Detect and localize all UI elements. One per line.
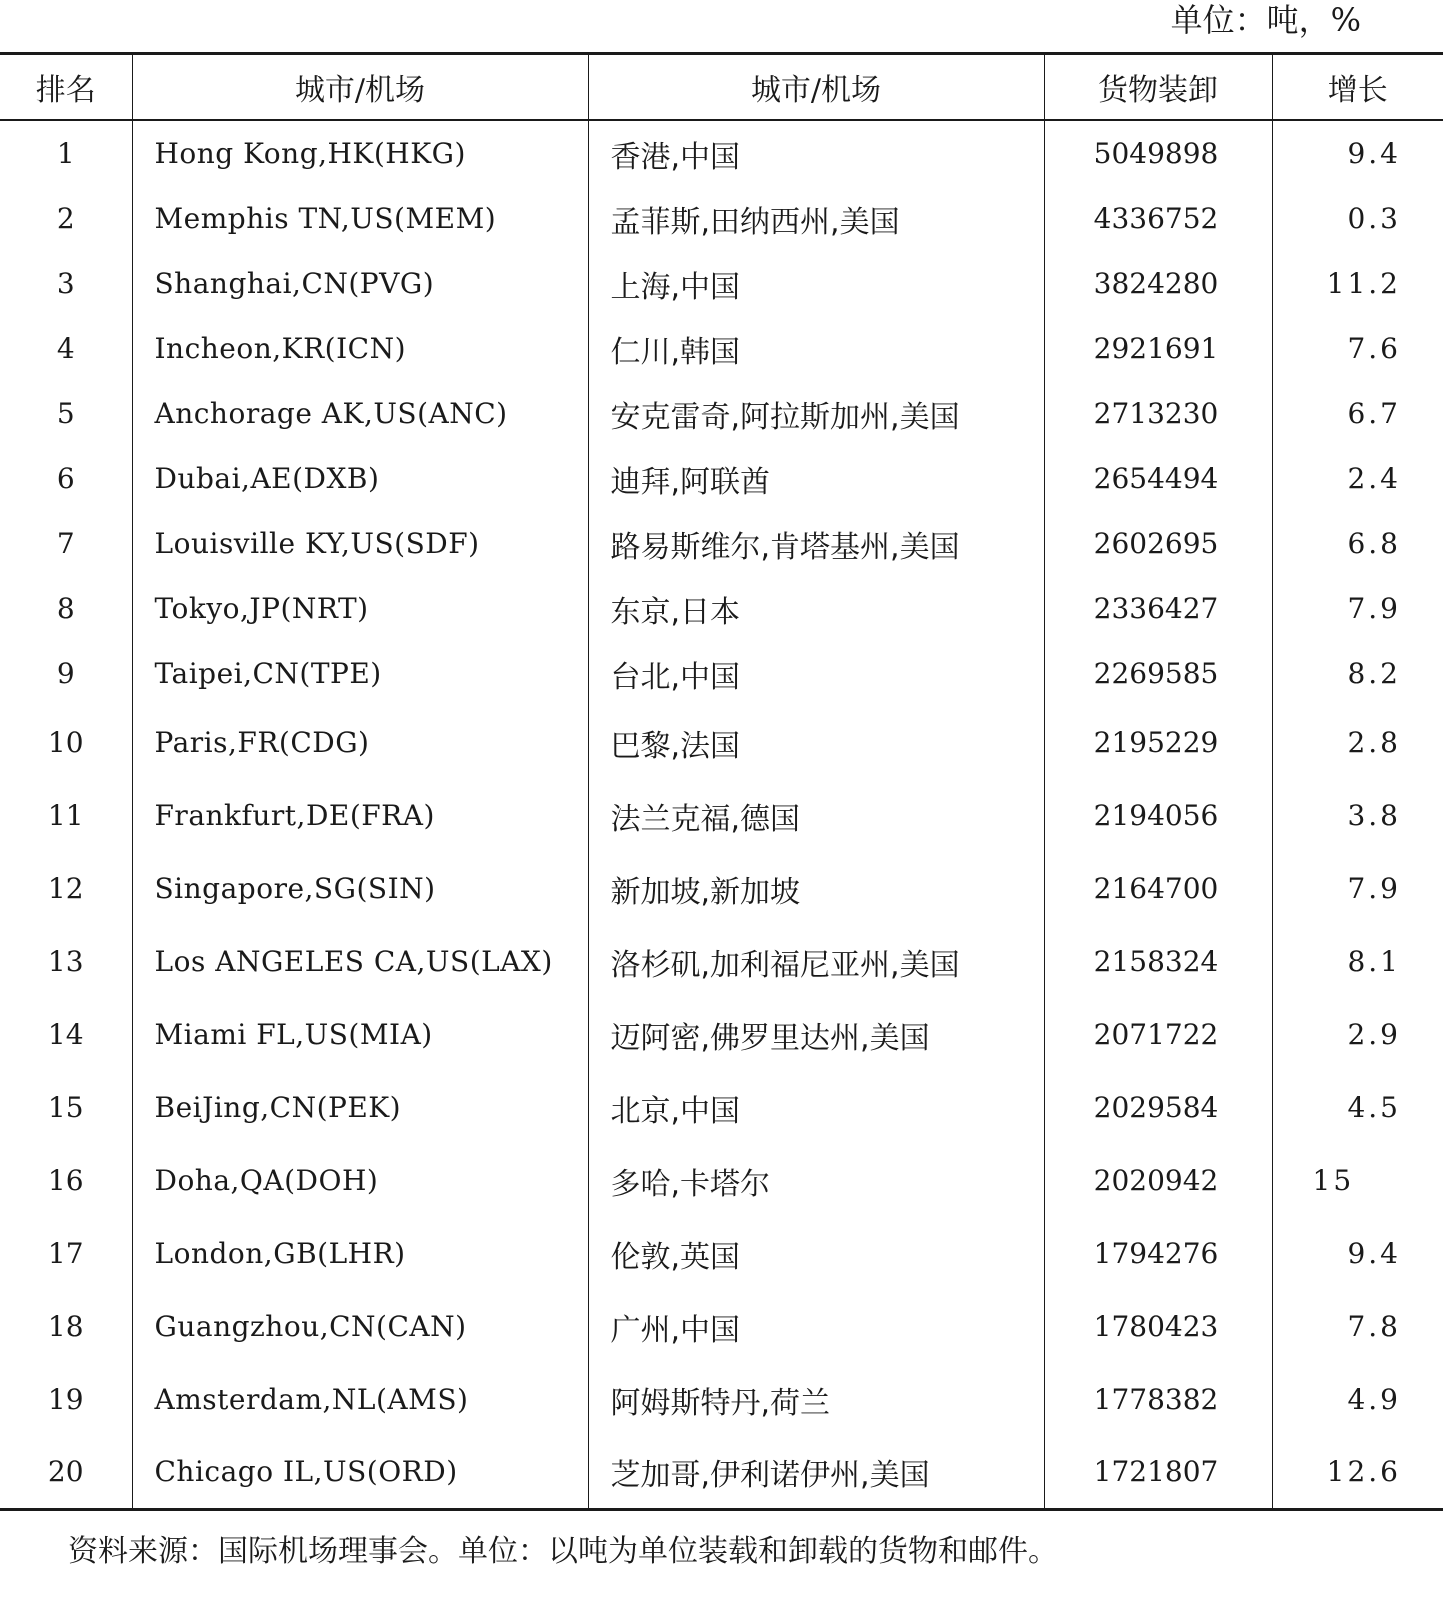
cell-rank: 18: [47, 1310, 84, 1343]
header-rank: 排名: [35, 73, 96, 108]
cell-growth: 9.4: [1272, 120, 1443, 186]
cell-city-en: Incheon,KR(ICN): [132, 316, 588, 381]
cell-growth: 7.8: [1272, 1290, 1443, 1363]
cell-growth: 3.8: [1272, 779, 1443, 852]
table-row: [0, 120, 1443, 186]
cell-city-cn: 安克雷奇,阿拉斯加州,美国: [588, 381, 1044, 446]
table-row: [0, 925, 1443, 998]
cell-city-cn: 迪拜,阿联酋: [588, 446, 1044, 511]
cell-cargo: 2071722: [1044, 998, 1272, 1071]
cell-rank: 6: [56, 462, 75, 495]
table-row: [0, 1071, 1443, 1144]
cell-city-cn: 洛杉矶,加利福尼亚州,美国: [588, 925, 1044, 998]
cell-cargo: 2164700: [1044, 852, 1272, 925]
cell-rank: 2: [56, 202, 75, 235]
header-city-cn: 城市/机场: [588, 54, 1044, 121]
table-row: [0, 779, 1443, 852]
cell-city-en: Anchorage AK,US(ANC): [132, 381, 588, 446]
cell-cargo: 2269585: [1044, 641, 1272, 706]
cell-city-en: Chicago IL,US(ORD): [132, 1436, 588, 1509]
table-body: [0, 120, 1443, 1509]
cell-cargo: 2029584: [1044, 1071, 1272, 1144]
cell-city-cn: 仁川,韩国: [588, 316, 1044, 381]
table-row: [0, 381, 1443, 446]
table-row: [0, 1363, 1443, 1436]
cell-growth: 7.9: [1272, 576, 1443, 641]
cell-rank: 14: [47, 1018, 84, 1051]
cell-city-en: Hong Kong,HK(HKG): [132, 120, 588, 186]
table-header-row: [0, 54, 1443, 121]
cell-growth: 2.9: [1272, 998, 1443, 1071]
cell-growth: 2.8: [1272, 706, 1443, 779]
cell-cargo: 1794276: [1044, 1217, 1272, 1290]
cell-city-cn: 新加坡,新加坡: [588, 852, 1044, 925]
cell-cargo: 1778382: [1044, 1363, 1272, 1436]
cell-city-cn: 台北,中国: [588, 641, 1044, 706]
cell-city-cn: 伦敦,英国: [588, 1217, 1044, 1290]
source-note: 资料来源：国际机场理事会。单位：以吨为单位装载和卸载的货物和邮件。: [68, 1534, 1058, 1569]
cell-city-cn: 多哈,卡塔尔: [588, 1144, 1044, 1217]
unit-label: 单位：吨，%: [1170, 1, 1361, 39]
cell-city-cn: 路易斯维尔,肯塔基州,美国: [588, 511, 1044, 576]
cell-cargo: 2195229: [1044, 706, 1272, 779]
cargo-ranking-table: [0, 52, 1443, 1511]
cell-cargo: 1780423: [1044, 1290, 1272, 1363]
cell-rank: 8: [56, 592, 75, 625]
cell-city-en: Shanghai,CN(PVG): [132, 251, 588, 316]
cell-city-cn: 北京,中国: [588, 1071, 1044, 1144]
cell-city-en: Frankfurt,DE(FRA): [132, 779, 588, 852]
cell-city-en: Singapore,SG(SIN): [132, 852, 588, 925]
cell-growth: 2.4: [1272, 446, 1443, 511]
cell-rank: 10: [47, 726, 84, 759]
cell-rank: 16: [47, 1164, 84, 1197]
table-row: [0, 641, 1443, 706]
cell-city-cn: 孟菲斯,田纳西州,美国: [588, 186, 1044, 251]
cell-rank: 5: [56, 397, 75, 430]
table-row: [0, 511, 1443, 576]
cell-city-en: Louisville KY,US(SDF): [132, 511, 588, 576]
cell-rank: 1: [56, 137, 75, 170]
cell-city-cn: 香港,中国: [588, 120, 1044, 186]
table-row: [0, 186, 1443, 251]
cell-growth: 4.9: [1272, 1363, 1443, 1436]
cell-city-cn: 芝加哥,伊利诺伊州,美国: [588, 1436, 1044, 1509]
cell-cargo: 2020942: [1044, 1144, 1272, 1217]
cell-rank: 4: [56, 332, 75, 365]
cell-city-cn: 东京,日本: [588, 576, 1044, 641]
cell-rank: 13: [47, 945, 84, 978]
cell-growth: 4.5: [1272, 1071, 1443, 1144]
cell-cargo: 2921691: [1044, 316, 1272, 381]
cell-growth: 8.1: [1272, 925, 1443, 998]
header-growth: 增长: [1272, 54, 1443, 121]
table-row: [0, 852, 1443, 925]
cell-city-en: Miami FL,US(MIA): [132, 998, 588, 1071]
cell-rank: 9: [56, 657, 75, 690]
cell-cargo: 2654494: [1044, 446, 1272, 511]
cell-rank: 20: [47, 1455, 84, 1489]
cell-rank: 12: [47, 872, 84, 905]
cell-growth: 0.3: [1272, 186, 1443, 251]
table-row: [0, 1144, 1443, 1217]
table-row: [0, 446, 1443, 511]
cell-growth: 11.2: [1272, 251, 1443, 316]
cell-cargo: 5049898: [1044, 120, 1272, 186]
cell-city-cn: 巴黎,法国: [588, 706, 1044, 779]
cell-rank: 19: [47, 1383, 84, 1416]
cell-cargo: 2336427: [1044, 576, 1272, 641]
table-row: [0, 1436, 1443, 1509]
cell-city-cn: 迈阿密,佛罗里达州,美国: [588, 998, 1044, 1071]
cell-rank: 17: [47, 1237, 84, 1270]
table-row: [0, 316, 1443, 381]
cell-city-cn: 广州,中国: [588, 1290, 1044, 1363]
cell-growth: 6.7: [1272, 381, 1443, 446]
cell-rank: 15: [47, 1091, 84, 1124]
cell-city-en: Los ANGELES CA,US(LAX): [132, 925, 588, 998]
table-row: [0, 706, 1443, 779]
cell-rank: 3: [56, 267, 75, 300]
cell-city-en: BeiJing,CN(PEK): [132, 1071, 588, 1144]
cell-city-en: Dubai,AE(DXB): [132, 446, 588, 511]
table-row: [0, 251, 1443, 316]
cell-rank: 11: [47, 799, 84, 832]
cell-city-cn: 法兰克福,德国: [588, 779, 1044, 852]
cell-growth: 12.6: [1272, 1436, 1443, 1509]
cell-cargo: 2194056: [1044, 779, 1272, 852]
cell-growth: 15: [1272, 1144, 1443, 1217]
cell-city-cn: 阿姆斯特丹,荷兰: [588, 1363, 1044, 1436]
cell-cargo: 4336752: [1044, 186, 1272, 251]
cell-rank: 7: [56, 527, 75, 560]
cell-city-en: Doha,QA(DOH): [132, 1144, 588, 1217]
cell-city-en: Amsterdam,NL(AMS): [132, 1363, 588, 1436]
cell-city-en: Tokyo,JP(NRT): [132, 576, 588, 641]
cell-growth: 6.8: [1272, 511, 1443, 576]
cell-cargo: 1721807: [1044, 1436, 1272, 1509]
table-row: [0, 576, 1443, 641]
cell-city-en: Guangzhou,CN(CAN): [132, 1290, 588, 1363]
cell-city-en: London,GB(LHR): [132, 1217, 588, 1290]
header-cargo: 货物装卸: [1044, 54, 1272, 121]
table-row: [0, 998, 1443, 1071]
table-row: [0, 1217, 1443, 1290]
cell-city-en: Taipei,CN(TPE): [132, 641, 588, 706]
cell-growth: 9.4: [1272, 1217, 1443, 1290]
cell-cargo: 2713230: [1044, 381, 1272, 446]
cell-city-en: Memphis TN,US(MEM): [132, 186, 588, 251]
cell-growth: 8.2: [1272, 641, 1443, 706]
cell-cargo: 3824280: [1044, 251, 1272, 316]
cell-growth: 7.6: [1272, 316, 1443, 381]
table-row: [0, 1290, 1443, 1363]
cell-growth: 7.9: [1272, 852, 1443, 925]
cell-cargo: 2158324: [1044, 925, 1272, 998]
cell-city-en: Paris,FR(CDG): [132, 706, 588, 779]
header-city-en: 城市/机场: [132, 54, 588, 121]
cell-city-cn: 上海,中国: [588, 251, 1044, 316]
cell-cargo: 2602695: [1044, 511, 1272, 576]
